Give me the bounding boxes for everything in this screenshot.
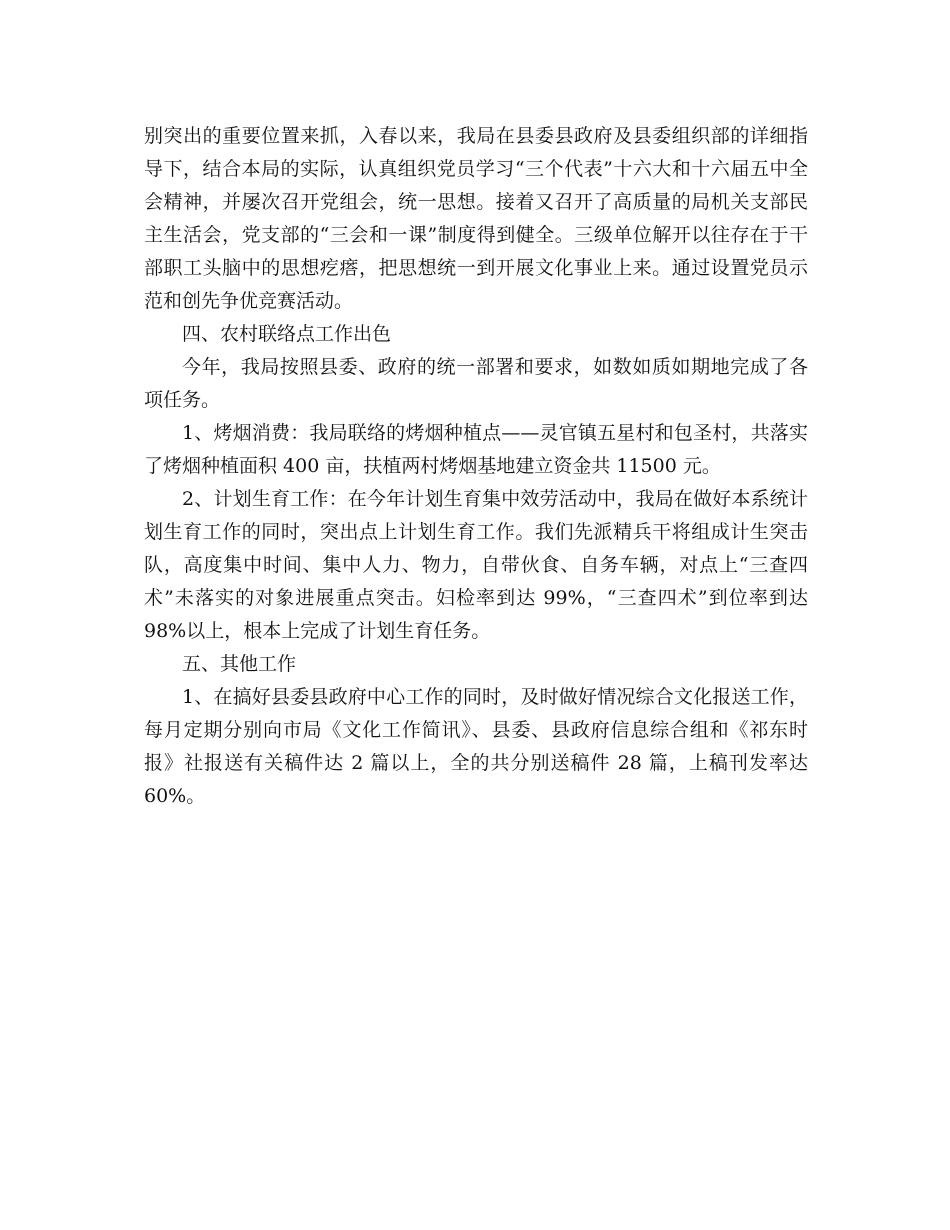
paragraph-family-planning: 2、计划生育工作：在今年计划生育集中效劳活动中，我局在做好本系统计划生育工作的同时，突出点上计划生育工作。我们先派精兵干将组成计生突击队，高度集中时间、集中人力、物力，自带伙食、自务车辆，对点上“三查四术”未落实的对象进展重点突击。妇检率到达 99%，“三查四术”到位率到达 98%以上，根本上完成了计划生育任务。 bbox=[144, 488, 808, 642]
document-body bbox=[144, 120, 808, 813]
section-heading-other-work: 五、其他工作 bbox=[182, 653, 297, 675]
paragraph-tobacco: 1、烤烟消费：我局联络的烤烟种植点——灵官镇五星村和包圣村，共落实了烤烟种植面积 400 亩，扶植两村烤烟基地建立资金共 11500 元。 bbox=[144, 422, 808, 477]
section-heading-rural-liaison: 四、农村联络点工作出色 bbox=[182, 323, 392, 345]
paragraph-reporting: 1、在搞好县委县政府中心工作的同时，及时做好情况综合文化报送工作，每月定期分别向市局《文化工作简讯》、县委、县政府信息综合组和《祁东时报》社报送有关稿件达 2 篇以上，全的共分别送稿件 28 篇，上稿刊发率达 60%。 bbox=[144, 686, 808, 807]
paragraph-rural-intro: 今年，我局按照县委、政府的统一部署和要求，如数如质如期地完成了各项任务。 bbox=[144, 356, 808, 411]
paragraph-party-building: 别突出的重要位置来抓，入春以来，我局在县委县政府及县委组织部的详细指导下，结合本局的实际，认真组织党员学习“三个代表”十六大和十六届五中全会精神，并屡次召开党组会，统一思想。接着又召开了高质量的局机关支部民主生活会，党支部的“三会和一课”制度得到健全。三级单位解开以往存在于干部职工头脑中的思想疙瘩，把思想统一到开展文化事业上来。通过设置党员示范和创先争优竞赛活动。 bbox=[144, 125, 808, 312]
